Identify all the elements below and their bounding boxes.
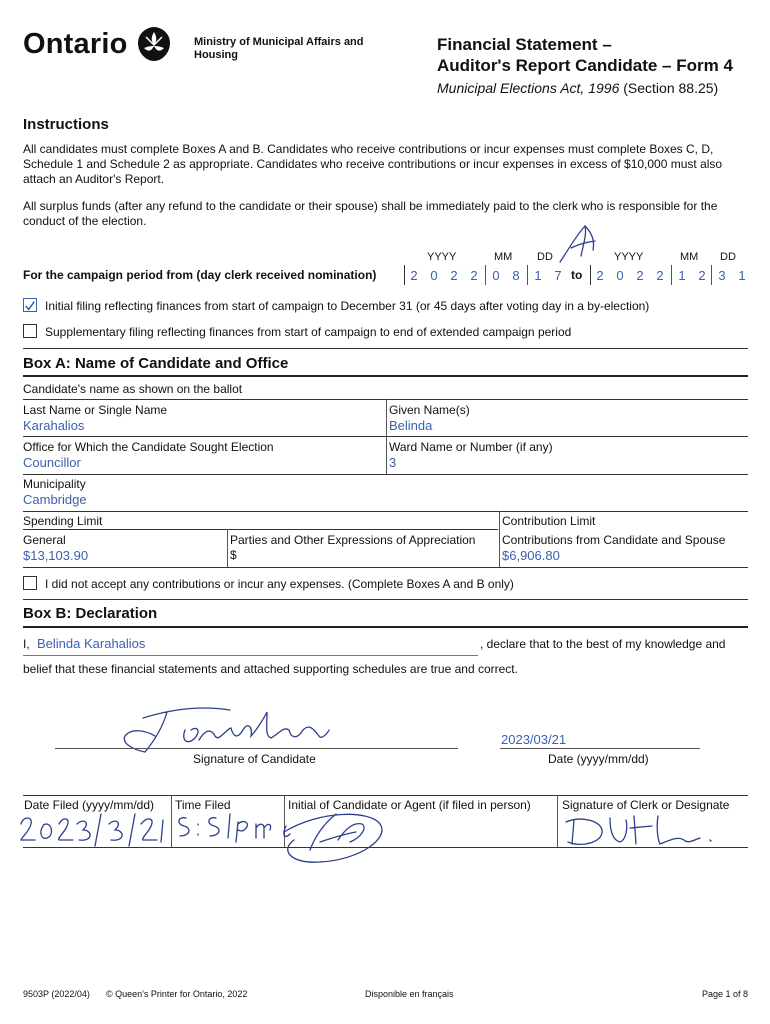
ontario-logo-text: Ontario — [23, 28, 128, 60]
declaration-i-prefix: I, — [23, 637, 30, 651]
office-value[interactable]: Councillor — [23, 455, 81, 470]
municipality-label: Municipality — [23, 477, 86, 491]
declarant-name[interactable]: Belinda Karahalios — [37, 636, 146, 651]
given-name-label: Given Name(s) — [389, 403, 470, 417]
date-filed-label: Date Filed (yyyy/mm/dd) — [24, 798, 155, 812]
given-name-value[interactable]: Belinda — [389, 418, 433, 433]
to-day-digit: 3 — [718, 268, 726, 283]
from-date-boxes[interactable] — [404, 265, 569, 285]
declarant-line — [23, 655, 478, 656]
french-availability-link[interactable]: Disponible en français — [365, 989, 454, 999]
campaign-period-label: For the campaign period from (day clerk received nomination) — [23, 268, 377, 282]
from-yyyy-header: YYYY — [427, 251, 457, 263]
box-b-heading-rule — [23, 626, 748, 628]
declaration-text-continued: belief that these financial statements and attached supporting schedules are true and correct. — [23, 662, 518, 676]
no-contributions-label: I did not accept any contributions or incur any expenses. (Complete Boxes A and B only) — [45, 577, 514, 591]
declaration-text: , declare that to the best of my knowledge and — [480, 637, 726, 651]
trillium-logo-icon — [137, 26, 171, 62]
column-divider — [499, 511, 500, 567]
rule — [23, 529, 498, 530]
rule — [23, 436, 748, 437]
form-title-line2: Auditor's Report Candidate – Form 4 — [437, 56, 733, 75]
from-day-digit: 7 — [554, 268, 562, 283]
initial-agent-label: Initial of Candidate or Agent (if filed in person) — [288, 798, 531, 812]
to-year-digit: 2 — [636, 268, 644, 283]
no-contributions-checkbox[interactable] — [23, 576, 37, 590]
from-month-digit: 0 — [492, 268, 500, 283]
box-a-top-rule — [23, 348, 748, 349]
clerk-signature — [560, 810, 720, 850]
instructions-heading: Instructions — [23, 116, 109, 133]
declaration-date-value[interactable]: 2023/03/21 — [501, 732, 567, 747]
signature-line — [55, 748, 458, 749]
last-name-label: Last Name or Single Name — [23, 403, 168, 417]
from-mm-header: MM — [494, 251, 513, 263]
office-label: Office for Which the Candidate Sought Election — [23, 440, 274, 454]
to-day-digit: 1 — [738, 268, 746, 283]
contrib-spouse-label: Contributions from Candidate and Spouse — [502, 533, 726, 547]
to-month-digit: 2 — [698, 268, 706, 283]
to-mm-header: MM — [680, 251, 699, 263]
box-a-heading: Box A: Name of Candidate and Office — [23, 355, 289, 372]
time-filed-label: Time Filed — [175, 798, 231, 812]
column-divider — [386, 399, 387, 475]
clerk-signature-label: Signature of Clerk or Designate — [562, 798, 730, 812]
period-to-label: to — [571, 268, 583, 282]
copyright: © Queen's Printer for Ontario, 2022 — [106, 989, 248, 999]
date-label: Date (yyyy/mm/dd) — [548, 752, 649, 766]
to-year-digit: 2 — [596, 268, 604, 283]
form-title — [437, 34, 733, 76]
general-limit-value[interactable]: $13,103.90 — [23, 548, 89, 563]
from-year-digit: 2 — [410, 268, 418, 283]
digit-divider — [527, 265, 528, 285]
ballot-name-note: Candidate's name as shown on the ballot — [23, 382, 243, 396]
column-divider — [557, 795, 558, 847]
to-year-digit: 2 — [656, 268, 664, 283]
act-name: Municipal Elections Act, 1996 — [437, 80, 620, 96]
from-dd-header: DD — [537, 251, 553, 263]
digit-divider — [671, 265, 672, 285]
rule — [23, 567, 748, 568]
handwritten-initial-mark — [555, 222, 600, 267]
page-number: Page 1 of 8 — [702, 989, 749, 999]
from-day-digit: 1 — [534, 268, 542, 283]
filing-table-top-rule — [23, 795, 748, 796]
parties-limit-label: Parties and Other Expressions of Appreciation — [230, 533, 476, 547]
digit-divider — [711, 265, 712, 285]
contribution-limit-label: Contribution Limit — [502, 514, 596, 528]
instructions-paragraph-2: All surplus funds (after any refund to the candidate or their spouse) shall be immediately paid to the clerk who is responsible for the conduct of the election. — [23, 199, 718, 228]
handwritten-date-filed — [17, 808, 167, 848]
from-year-digit: 2 — [450, 268, 458, 283]
to-year-digit: 0 — [616, 268, 624, 283]
spending-limit-label: Spending Limit — [23, 514, 103, 528]
last-name-value[interactable]: Karahalios — [23, 418, 85, 433]
parties-limit-value[interactable]: $ — [230, 548, 237, 562]
box-a-heading-rule — [23, 375, 748, 377]
from-year-digit: 0 — [430, 268, 438, 283]
form-act-reference — [437, 80, 718, 96]
ward-value[interactable]: 3 — [389, 455, 397, 470]
to-dd-header: DD — [720, 251, 736, 263]
rule — [23, 511, 748, 512]
rule — [23, 474, 748, 475]
digit-divider — [485, 265, 486, 285]
instructions-paragraph-1: All candidates must complete Boxes A and B. Candidates who receive contributions or incur expenses must complete Boxes C, D, Schedule 1 and Schedule 2 as appropriate. Candidates who receive contributions or incur expenses in excess of $10,000 must also attach an Auditor's Report. — [23, 142, 723, 186]
municipality-value[interactable]: Cambridge — [23, 492, 87, 507]
contrib-spouse-value[interactable]: $6,906.80 — [502, 548, 560, 563]
handwritten-agent-initial — [280, 804, 400, 866]
to-yyyy-header: YYYY — [614, 251, 644, 263]
general-limit-label: General — [23, 533, 66, 547]
ministry-name: Ministry of Municipal Affairs and Housing — [194, 36, 364, 61]
box-b-heading: Box B: Declaration — [23, 605, 158, 622]
column-divider — [227, 529, 228, 567]
supplementary-filing-label: Supplementary filing reflecting finances from start of campaign to end of extended campaign period — [45, 325, 572, 339]
act-section: (Section 88.25) — [619, 80, 719, 96]
to-date-boxes[interactable] — [590, 265, 751, 285]
from-month-digit: 8 — [512, 268, 520, 283]
initial-filing-checkbox[interactable] — [23, 298, 37, 312]
form-number: 9503P (2022/04) — [23, 989, 90, 999]
box-b-top-rule — [23, 599, 748, 600]
supplementary-filing-checkbox[interactable] — [23, 324, 37, 338]
checkmark-icon — [24, 300, 36, 312]
signature-label: Signature of Candidate — [193, 752, 316, 766]
initial-filing-label: Initial filing reflecting finances from start of campaign to December 31 (or 45 days after voting day in a by-election) — [45, 299, 650, 313]
handwritten-time-filed — [172, 808, 272, 844]
from-year-digit: 2 — [470, 268, 478, 283]
ward-label: Ward Name or Number (if any) — [389, 440, 553, 454]
form-title-line1: Financial Statement – — [437, 35, 612, 54]
date-line — [500, 748, 700, 749]
to-month-digit: 1 — [678, 268, 686, 283]
